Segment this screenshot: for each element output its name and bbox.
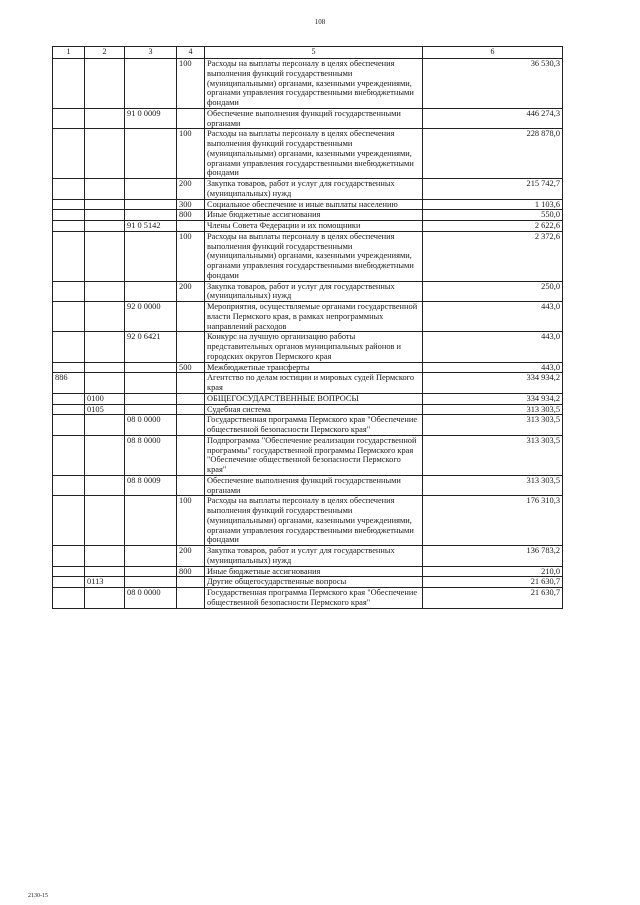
column-header: 5 xyxy=(205,47,423,59)
table-row xyxy=(53,577,563,588)
table-row xyxy=(53,281,563,302)
department-code-cell: 886 xyxy=(53,373,85,394)
department-code-cell xyxy=(53,302,85,332)
target-code-cell xyxy=(125,577,177,588)
department-code-cell xyxy=(53,210,85,221)
expense-type-cell xyxy=(177,475,205,496)
amount-cell: 250,0 xyxy=(423,281,563,302)
section-code-cell xyxy=(85,496,125,546)
table-row xyxy=(53,588,563,609)
table-row xyxy=(53,179,563,200)
section-code-cell xyxy=(85,281,125,302)
target-code-cell: 91 0 5142 xyxy=(125,221,177,232)
table-row xyxy=(53,231,563,281)
expense-type-cell: 800 xyxy=(177,210,205,221)
target-code-cell: 08 0 0000 xyxy=(125,415,177,436)
amount-cell: 334 934,2 xyxy=(423,393,563,404)
department-code-cell xyxy=(53,231,85,281)
expense-type-cell xyxy=(177,332,205,362)
column-header: 1 xyxy=(53,47,85,59)
section-code-cell xyxy=(85,221,125,232)
amount-cell: 21 630,7 xyxy=(423,588,563,609)
department-code-cell xyxy=(53,577,85,588)
amount-cell: 228 878,0 xyxy=(423,129,563,179)
target-code-cell: 92 0 0000 xyxy=(125,302,177,332)
section-code-cell xyxy=(85,588,125,609)
department-code-cell xyxy=(53,588,85,609)
expense-type-cell xyxy=(177,221,205,232)
section-code-cell: 0113 xyxy=(85,577,125,588)
target-code-cell xyxy=(125,210,177,221)
item-name-cell: Судебная система xyxy=(205,404,423,415)
item-name-cell: Закупка товаров, работ и услуг для государственных (муниципальных) нужд xyxy=(205,546,423,567)
target-code-cell: 91 0 0009 xyxy=(125,108,177,129)
item-name-cell: Расходы на выплаты персоналу в целях обеспечения выполнения функций государственными (муниципальными) органами, казенными учреждениями, органами управления государственными внебюджетными фондами xyxy=(205,496,423,546)
department-code-cell xyxy=(53,221,85,232)
table-row xyxy=(53,404,563,415)
table-row xyxy=(53,362,563,373)
amount-cell: 2 622,6 xyxy=(423,221,563,232)
item-name-cell: Агентство по делам юстиции и мировых судей Пермского края xyxy=(205,373,423,394)
section-code-cell xyxy=(85,435,125,475)
amount-cell: 443,0 xyxy=(423,362,563,373)
item-name-cell: Закупка товаров, работ и услуг для государственных (муниципальных) нужд xyxy=(205,179,423,200)
section-code-cell xyxy=(85,179,125,200)
expense-type-cell xyxy=(177,393,205,404)
section-code-cell xyxy=(85,199,125,210)
department-code-cell xyxy=(53,199,85,210)
item-name-cell: Мероприятия, осуществляемые органами государственной власти Пермского края, в рамках непрограммных направлений расходов xyxy=(205,302,423,332)
target-code-cell xyxy=(125,373,177,394)
expense-type-cell xyxy=(177,588,205,609)
expense-type-cell xyxy=(177,108,205,129)
section-code-cell xyxy=(85,373,125,394)
expense-type-cell: 100 xyxy=(177,496,205,546)
department-code-cell xyxy=(53,108,85,129)
section-code-cell: 0105 xyxy=(85,404,125,415)
expense-type-cell xyxy=(177,404,205,415)
item-name-cell: Иные бюджетные ассигнования xyxy=(205,566,423,577)
amount-cell: 443,0 xyxy=(423,332,563,362)
table-row xyxy=(53,373,563,394)
item-name-cell: Социальное обеспечение и иные выплаты населению xyxy=(205,199,423,210)
expense-type-cell: 100 xyxy=(177,59,205,109)
section-code-cell xyxy=(85,129,125,179)
table-row xyxy=(53,393,563,404)
budget-table xyxy=(52,46,563,609)
target-code-cell: 92 0 6421 xyxy=(125,332,177,362)
target-code-cell xyxy=(125,393,177,404)
table-body xyxy=(53,59,563,609)
department-code-cell xyxy=(53,546,85,567)
expense-type-cell: 100 xyxy=(177,231,205,281)
department-code-cell xyxy=(53,475,85,496)
section-code-cell: 0100 xyxy=(85,393,125,404)
item-name-cell: Конкурс на лучшую организацию работы представительных органов муниципальных районов и городских округов Пермского края xyxy=(205,332,423,362)
department-code-cell xyxy=(53,281,85,302)
table-row xyxy=(53,546,563,567)
expense-type-cell: 800 xyxy=(177,566,205,577)
table-row xyxy=(53,566,563,577)
section-code-cell xyxy=(85,546,125,567)
section-code-cell xyxy=(85,362,125,373)
expense-type-cell xyxy=(177,373,205,394)
target-code-cell: 08 8 0000 xyxy=(125,435,177,475)
item-name-cell: Иные бюджетные ассигнования xyxy=(205,210,423,221)
department-code-cell xyxy=(53,496,85,546)
section-code-cell xyxy=(85,302,125,332)
page-number: 108 xyxy=(314,18,326,26)
expense-type-cell xyxy=(177,302,205,332)
target-code-cell xyxy=(125,199,177,210)
amount-cell: 334 934,2 xyxy=(423,373,563,394)
target-code-cell xyxy=(125,281,177,302)
target-code-cell xyxy=(125,231,177,281)
section-code-cell xyxy=(85,332,125,362)
department-code-cell xyxy=(53,393,85,404)
target-code-cell: 08 0 0000 xyxy=(125,588,177,609)
item-name-cell: Другие общегосударственные вопросы xyxy=(205,577,423,588)
target-code-cell xyxy=(125,496,177,546)
section-code-cell xyxy=(85,566,125,577)
department-code-cell xyxy=(53,59,85,109)
table-row xyxy=(53,221,563,232)
department-code-cell xyxy=(53,566,85,577)
amount-cell: 210,0 xyxy=(423,566,563,577)
item-name-cell: Расходы на выплаты персоналу в целях обеспечения выполнения функций государственными (муниципальными) органами, казенными учреждениями, органами управления государственными внебюджетными фондами xyxy=(205,59,423,109)
section-code-cell xyxy=(85,108,125,129)
column-header: 3 xyxy=(125,47,177,59)
target-code-cell xyxy=(125,546,177,567)
department-code-cell xyxy=(53,404,85,415)
department-code-cell xyxy=(53,179,85,200)
amount-cell: 176 310,3 xyxy=(423,496,563,546)
amount-cell: 136 783,2 xyxy=(423,546,563,567)
amount-cell: 443,0 xyxy=(423,302,563,332)
amount-cell: 313 303,5 xyxy=(423,475,563,496)
amount-cell: 446 274,3 xyxy=(423,108,563,129)
expense-type-cell: 200 xyxy=(177,179,205,200)
amount-cell: 21 630,7 xyxy=(423,577,563,588)
item-name-cell: Расходы на выплаты персоналу в целях обеспечения выполнения функций государственными (муниципальными) органами, казенными учреждениями, органами управления государственными внебюджетными фондами xyxy=(205,129,423,179)
expense-type-cell: 500 xyxy=(177,362,205,373)
department-code-cell xyxy=(53,332,85,362)
department-code-cell xyxy=(53,129,85,179)
target-code-cell xyxy=(125,59,177,109)
item-name-cell: Расходы на выплаты персоналу в целях обеспечения выполнения функций государственными (муниципальными) органами, казенными учреждениями, органами управления государственными внебюджетными фондами xyxy=(205,231,423,281)
target-code-cell xyxy=(125,129,177,179)
table-row xyxy=(53,199,563,210)
amount-cell: 313 303,5 xyxy=(423,415,563,436)
table-row xyxy=(53,302,563,332)
expense-type-cell: 100 xyxy=(177,129,205,179)
section-code-cell xyxy=(85,415,125,436)
table-row xyxy=(53,496,563,546)
expense-type-cell: 200 xyxy=(177,546,205,567)
expense-type-cell: 200 xyxy=(177,281,205,302)
item-name-cell: Государственная программа Пермского края "Обеспечение общественной безопасности Пермского края" xyxy=(205,415,423,436)
expense-type-cell xyxy=(177,577,205,588)
item-name-cell: Подпрограмма "Обеспечение реализации государственной программы" государственной программы Пермского края "Обеспечение общественной безопасности Пермского края" xyxy=(205,435,423,475)
table-row xyxy=(53,415,563,436)
target-code-cell xyxy=(125,404,177,415)
table-row xyxy=(53,210,563,221)
column-header: 4 xyxy=(177,47,205,59)
column-header: 6 xyxy=(423,47,563,59)
footer-code: 2130-15 xyxy=(28,893,48,899)
section-code-cell xyxy=(85,231,125,281)
item-name-cell: Члены Совета Федерации и их помощники xyxy=(205,221,423,232)
expense-type-cell: 300 xyxy=(177,199,205,210)
amount-cell: 313 303,5 xyxy=(423,404,563,415)
amount-cell: 550,0 xyxy=(423,210,563,221)
item-name-cell: Обеспечение выполнения функций государственными органами xyxy=(205,475,423,496)
table-row xyxy=(53,129,563,179)
expense-type-cell xyxy=(177,415,205,436)
item-name-cell: Обеспечение выполнения функций государственными органами xyxy=(205,108,423,129)
item-name-cell: Закупка товаров, работ и услуг для государственных (муниципальных) нужд xyxy=(205,281,423,302)
target-code-cell xyxy=(125,179,177,200)
department-code-cell xyxy=(53,362,85,373)
table-row xyxy=(53,475,563,496)
section-code-cell xyxy=(85,210,125,221)
item-name-cell: ОБЩЕГОСУДАРСТВЕННЫЕ ВОПРОСЫ xyxy=(205,393,423,404)
target-code-cell: 08 8 0009 xyxy=(125,475,177,496)
table-row xyxy=(53,332,563,362)
amount-cell: 2 372,6 xyxy=(423,231,563,281)
target-code-cell xyxy=(125,362,177,373)
table-row xyxy=(53,59,563,109)
amount-cell: 1 103,6 xyxy=(423,199,563,210)
table-row xyxy=(53,108,563,129)
amount-cell: 313 303,5 xyxy=(423,435,563,475)
header-row xyxy=(53,47,563,59)
item-name-cell: Государственная программа Пермского края "Обеспечение общественной безопасности Пермского края" xyxy=(205,588,423,609)
table-row xyxy=(53,435,563,475)
department-code-cell xyxy=(53,435,85,475)
department-code-cell xyxy=(53,415,85,436)
section-code-cell xyxy=(85,59,125,109)
target-code-cell xyxy=(125,566,177,577)
expense-type-cell xyxy=(177,435,205,475)
amount-cell: 36 530,3 xyxy=(423,59,563,109)
amount-cell: 215 742,7 xyxy=(423,179,563,200)
item-name-cell: Межбюджетные трансферты xyxy=(205,362,423,373)
section-code-cell xyxy=(85,475,125,496)
column-header: 2 xyxy=(85,47,125,59)
